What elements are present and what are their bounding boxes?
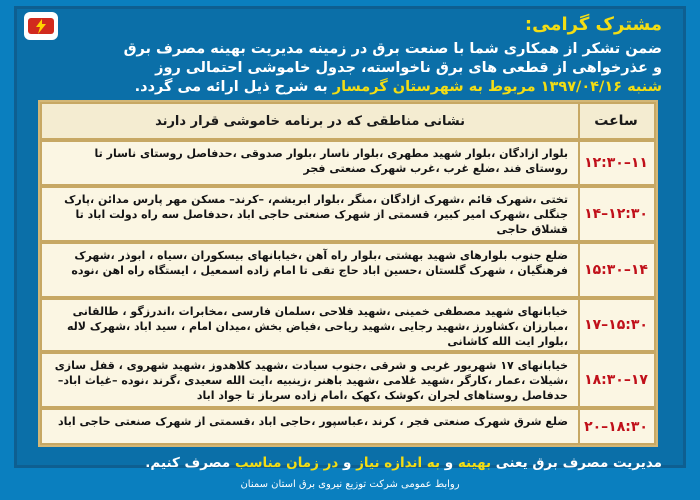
- power-company-logo-icon: [24, 12, 58, 40]
- intro-line-2: و عذرخواهی از قطعی های برق ناخواسته، جدول خاموشی احتمالی روز: [155, 60, 662, 76]
- organization-credit: روابط عمومی شرکت توزیع نیروی برق استان سمنان: [240, 479, 460, 490]
- slogan-part: مدیریت مصرف برق یعنی: [495, 455, 662, 471]
- outage-schedule-table: [38, 100, 658, 447]
- row-area: خیابانهای ۱۷ شهریور غربی و شرقی ،جنوب سیادت ،شهید کلاهدوز ،شهید شهروی ، قفل سازی ،شیلات ،عمار ،کارگر ،شهید غلامی ،شهید باهنر ،زینبیه ،ایت الله سعیدی ،گرند ،نوده –غیاث اباد– حدفاصل روستاهای لجران ،کوشک ،کهک ،امام زاده سرباز تا جواد اباد: [40, 352, 580, 408]
- row-time: ۱۱–۱۲:۳۰: [576, 140, 656, 186]
- row-time: ۱۷–۱۸:۳۰: [576, 352, 656, 408]
- footer-slogan: [37, 455, 662, 471]
- table-row: [40, 352, 656, 408]
- greeting-title: مشترک گرامی:: [524, 14, 662, 35]
- intro-line-3: [47, 78, 662, 97]
- row-area: تختی ،شهرک قائم ،شهرک ازادگان ،منگر ،بلوار ابریشم، –کرند– مسکن مهر پارس مدائن ،پارک جنگلی ،شهرک امیر کبیر، قسمتی از شهرک صنعتی حاجی اباد ،حدفاصل سه راه دولت اباد تا قشلاق حاجی: [40, 186, 580, 242]
- header-time: ساعت: [576, 102, 656, 140]
- intro-date: شنبه ۱۳۹۷/۰۴/۱۶ مربوط به: [468, 79, 662, 95]
- table-row: [40, 298, 656, 352]
- header-area: نشانی مناطقی که در برنامه خاموشی قرار دارند: [40, 102, 580, 140]
- row-area: ضلع شرق شهرک صنعتی فجر ، کرند ،عباسپور ،حاجی اباد ،قسمتی از شهرک صنعتی حاجی اباد: [40, 408, 580, 445]
- table-row: [40, 186, 656, 242]
- slogan-highlight: به اندازه نیاز: [356, 455, 441, 471]
- slogan-part: و: [343, 455, 352, 471]
- table-row: [40, 242, 656, 298]
- row-time: ۱۵:۳۰–۱۷: [576, 298, 656, 352]
- row-time: ۱۸:۳۰–۲۰: [576, 408, 656, 445]
- row-area: بلوار ازادگان ،بلوار شهید مطهری ،بلوار ناسار ،بلوار صدوقی ،حدفاصل روستای ناسار تا روستای فند ،ضلع غرب ،غرب شهرک صنعتی فجر: [40, 140, 580, 186]
- row-time: ۱۴–۱۵:۳۰: [576, 242, 656, 298]
- slogan-part: و: [444, 455, 454, 471]
- row-time: ۱۲:۳۰–۱۴: [576, 186, 656, 242]
- slogan-highlight: در زمان مناسب: [234, 455, 339, 471]
- intro-city: شهرستان گرمسار: [332, 79, 464, 95]
- row-area: ضلع جنوب بلوارهای شهید بهشتی ،بلوار راه آهن ،خیابانهای بیسکوران ،سیاه ، ابوذر ،شهرک فرهنگیان ، شهرک گلستان ،حسین اباد حاج تقی تا امام زاده اسمعیل ، ایستگاه راه اهن ،نوده: [40, 242, 580, 298]
- slogan-part: مصرف کنیم.: [145, 455, 231, 471]
- table-row: [40, 140, 656, 186]
- intro-line-1: ضمن تشکر از همکاری شما با صنعت برق در زمینه مدیریت بهینه مصرف برق: [123, 41, 662, 57]
- row-area: خیابانهای شهید مصطفی خمینی ،شهید فلاحی ،سلمان فارسی ،مخابرات ،اندرزگو ، طالقانی ،مبارزان ،کشاورز ،شهید رجایی ،شهید ریاحی ،فیاض بخش ،میدان امام ، سید اباد ،شهرک لاله ،بلوار ایت الله کاشانی: [40, 298, 580, 352]
- table-header: [40, 102, 656, 140]
- intro-paragraph: [47, 40, 662, 97]
- table-row: [40, 408, 656, 445]
- slogan-highlight: بهینه: [457, 455, 492, 471]
- intro-suffix: به شرح ذیل ارائه می گردد.: [134, 79, 328, 95]
